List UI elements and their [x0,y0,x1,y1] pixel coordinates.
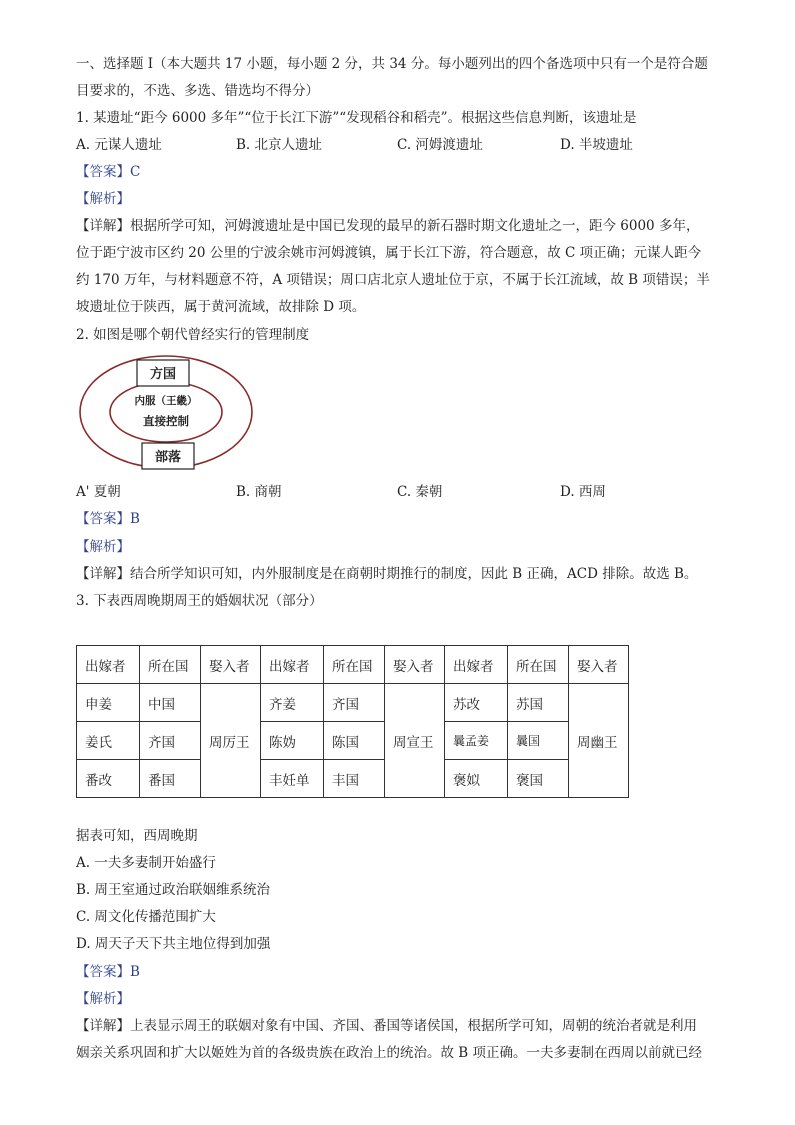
inner-label-line2: 直接控制 [143,414,189,428]
q2-option-b: B. 商朝 [236,484,282,500]
table-cell: 苏国 [508,684,569,722]
q3-analysis-label: 【解析】 [76,991,130,1007]
q2-answer-label: 【答案】B [76,511,140,527]
q3-detail-line2: 姻亲关系巩固和扩大以姬姓为首的各级贵族在政治上的统治。故 B 项正确。一夫多妻制在西周以前就已经 [76,1045,703,1061]
q3-answer-label: 【答案】B [76,964,140,980]
king-cell-you: 周幽王 [569,684,629,798]
table-cell: 褒姒 [445,760,508,798]
top-box-label: 方国 [149,367,177,382]
q2-detail-line1: 【详解】结合所学知识可知，内外服制度是在商朝时期推行的制度，因此 B 正确，ACD 排除。故选 B。 [76,566,698,582]
inner-outer-service-diagram [76,352,256,472]
q3-option-d: D. 周天子天下共主地位得到加强 [76,936,271,952]
q1-option-d: D. 半坡遗址 [560,137,633,153]
header-cell: 所在国 [508,646,569,684]
q2-option-d: D. 西周 [560,484,606,500]
q3-option-c: C. 周文化传播范围扩大 [76,909,216,925]
table-cell: 曩孟姜 [445,722,508,760]
table-cell: 陈妫 [261,722,324,760]
king-cell-xuan: 周宣王 [385,684,445,798]
table-cell: 齐姜 [261,684,324,722]
q1-answer-label: 【答案】C [76,164,141,180]
table-cell: 丰妊单 [261,760,324,798]
q3-lead: 据表可知，西周晚期 [76,828,198,844]
q1-analysis-label: 【解析】 [76,191,130,207]
q1-detail-line3: 约 170 万年，与材料题意不符，A 项错误；周口店北京人遗址位于京，不属于长江流域，故 B 项错误；半 [76,272,710,288]
q1-stem: 1. 某遗址“距今 6000 多年”“位于长江下游”“发现稻谷和稻壳”。根据这些信息判断，该遗址是 [76,110,637,126]
section-heading-line2: 目要求的，不选、多选、错选均不得分） [76,83,319,99]
table-cell: 苏改 [445,684,508,722]
table-cell: 齐国 [324,684,385,722]
header-cell: 出嫁者 [261,646,324,684]
q1-detail-line1: 【详解】根据所学可知，河姆渡遗址是中国已发现的最早的新石器时期文化遗址之一，距今 6000 多年， [76,218,700,234]
header-cell: 出嫁者 [445,646,508,684]
q1-option-b: B. 北京人遗址 [236,137,323,153]
q1-detail-line4: 坡遗址位于陕西，属于黄河流域，故排除 D 项。 [76,299,366,315]
q3-stem: 3. 下表西周晚期周王的婚姻状况（部分） [76,593,323,609]
header-cell: 出嫁者 [77,646,140,684]
bottom-box-label: 部落 [154,450,182,465]
q3-option-a: A. 一夫多妻制开始盛行 [76,855,216,871]
q1-option-a: A. 元谋人遗址 [76,137,162,153]
table-row [77,722,629,760]
header-cell: 娶入者 [385,646,445,684]
q2-option-a: A' 夏朝 [76,484,121,500]
table-cell: 陈国 [324,722,385,760]
table-cell: 齐国 [140,722,201,760]
q3-detail-line1: 【详解】上表显示周王的联姻对象有中国、齐国、番国等诸侯国，根据所学可知，周朝的统治者就是利用 [76,1018,697,1034]
q1-detail-line2: 位于距宁波市区约 20 公里的宁波余姚市河姆渡镇，属于长江下游，符合题意，故 C 项正确；元谋人距今 [76,245,702,261]
marriage-table [76,645,629,798]
header-cell: 所在国 [140,646,201,684]
q2-analysis-label: 【解析】 [76,539,130,555]
table-header-row [77,646,629,684]
header-cell: 娶入者 [569,646,629,684]
table-cell: 申姜 [77,684,140,722]
table-cell: 丰国 [324,760,385,798]
king-cell-li: 周厉王 [201,684,261,798]
table-cell: 曩国 [508,722,569,760]
q3-option-b: B. 周王室通过政治联姻维系统治 [76,882,271,898]
table-cell: 番改 [77,760,140,798]
inner-ellipse [110,382,222,442]
header-cell: 所在国 [324,646,385,684]
q1-option-c: C. 河姆渡遗址 [397,137,483,153]
q2-stem: 2. 如图是哪个朝代曾经实行的管理制度 [76,327,310,343]
table-row [77,760,629,798]
q2-option-c: C. 秦朝 [397,484,443,500]
table-cell: 姜氏 [77,722,140,760]
table-cell: 番国 [140,760,201,798]
table-cell: 褒国 [508,760,569,798]
header-cell: 娶入者 [201,646,261,684]
inner-label-line1: 内服（王畿） [134,395,198,407]
table-cell: 中国 [140,684,201,722]
table-row [77,684,629,722]
section-heading-line1: 一、选择题 I（本大题共 17 小题，每小题 2 分，共 34 分。每小题列出的四个备选项中只有一个是符合题 [76,56,708,72]
